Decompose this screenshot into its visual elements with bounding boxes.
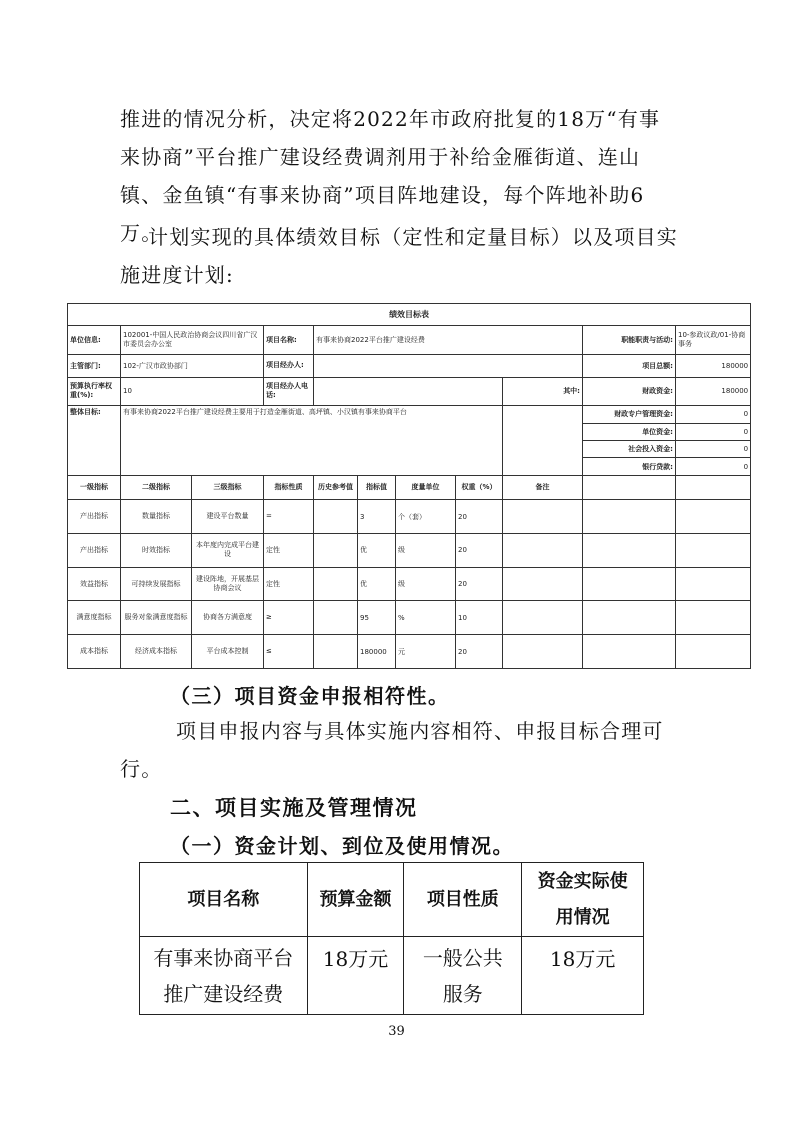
table-cell [503, 500, 583, 534]
table-cell: 协商各方满意度 [192, 601, 264, 635]
table-cell: 元 [396, 635, 456, 669]
empty-cell [676, 500, 751, 534]
table-cell: 10 [456, 601, 503, 635]
header-cell: 三级指标 [192, 475, 264, 500]
unit-fund-value: 0 [676, 423, 751, 440]
table-cell [314, 500, 358, 534]
total-label: 项目总额: [583, 355, 676, 377]
section-two-one-heading: （一）资金计划、到位及使用情况。 [170, 834, 514, 858]
table-cell [314, 635, 358, 669]
plan-paragraph [120, 218, 680, 294]
fiscal-value: 180000 [676, 377, 751, 406]
table-cell: 95 [358, 601, 396, 635]
empty-cell [676, 567, 751, 601]
table-cell: 级 [396, 567, 456, 601]
header-cell: 一级指标 [68, 475, 121, 500]
handler-value [314, 355, 583, 377]
table-cell: 时效指标 [121, 533, 192, 567]
table-cell: 建设平台数量 [192, 500, 264, 534]
handler-phone-label: 项目经办人电话: [264, 377, 314, 406]
table-cell: 个（套） [396, 500, 456, 534]
plan-paragraph-text: 计划实现的具体绩效目标（定性和定量目标）以及项目实施进度计划: [120, 225, 678, 287]
social-fund-label: 社会投入资金: [583, 440, 676, 457]
section-three-text: 项目申报内容与具体实施内容相符、申报目标合理可行。 [120, 719, 664, 781]
table-cell: % [396, 601, 456, 635]
table-cell: 经济成本指标 [121, 635, 192, 669]
unit-info-label: 单位信息: [68, 326, 121, 355]
duty-label: 职能职责与活动: [583, 326, 676, 355]
header-budget: 预算金额 [307, 863, 404, 937]
goals-title: 绩效目标表 [68, 304, 751, 326]
table-cell: 20 [456, 567, 503, 601]
header-cell: 指标性质 [264, 475, 314, 500]
table-cell: 可持续发展指标 [121, 567, 192, 601]
table-cell: 20 [456, 635, 503, 669]
handler-label: 项目经办人: [264, 355, 314, 377]
dept-value: 102-广汉市政协部门 [121, 355, 264, 377]
header-cell: 二级指标 [121, 475, 192, 500]
table-row [68, 567, 751, 601]
fiscal-label: 财政资金: [583, 377, 676, 406]
table-cell [503, 601, 583, 635]
total-value: 180000 [676, 355, 751, 377]
table-cell: 效益指标 [68, 567, 121, 601]
table-cell: 产出指标 [68, 500, 121, 534]
table-cell: 产出指标 [68, 533, 121, 567]
header-cell: 权重（%） [456, 475, 503, 500]
weight-value: 10 [121, 377, 264, 406]
unit-info-value: 102001-中国人民政治协商会议四川省广汉市委员会办公室 [121, 326, 264, 355]
duty-value: 10-参政议政/01-协商事务 [676, 326, 751, 355]
social-fund-value: 0 [676, 440, 751, 457]
table-cell: 优 [358, 533, 396, 567]
empty-cell [676, 601, 751, 635]
actual-use-cell: 18万元 [522, 937, 644, 1015]
header-cell: 指标值 [358, 475, 396, 500]
table-cell: = [264, 500, 314, 534]
project-name-value: 有事来协商2022平台推广建设经费 [314, 326, 583, 355]
table-cell [314, 567, 358, 601]
special-fund-label: 财政专户管理资金: [583, 406, 676, 423]
project-name-cell: 有事来协商平台推广建设经费 [140, 937, 308, 1015]
table-cell: 平台成本控制 [192, 635, 264, 669]
table-cell: 20 [456, 500, 503, 534]
table-cell: 本年度内完成平台建设 [192, 533, 264, 567]
loan-label: 银行贷款: [583, 458, 676, 475]
funding-table [139, 862, 644, 1015]
table-cell [314, 601, 358, 635]
table-cell: 成本指标 [68, 635, 121, 669]
empty-cell [583, 567, 676, 601]
empty-cell [583, 475, 676, 500]
weight-label: 预算执行率权重(%): [68, 377, 121, 406]
loan-value: 0 [676, 458, 751, 475]
page-number: 39 [388, 1024, 405, 1039]
empty-cell [583, 635, 676, 669]
empty-cell [583, 533, 676, 567]
table-cell: 20 [456, 533, 503, 567]
table-cell: ≥ [264, 601, 314, 635]
table-cell [503, 533, 583, 567]
funding-header-row [140, 863, 644, 937]
table-cell: ≤ [264, 635, 314, 669]
table-row [68, 533, 751, 567]
handler-phone-value [314, 377, 503, 406]
unit-fund-label: 单位资金: [583, 423, 676, 440]
header-project-name: 项目名称 [140, 863, 308, 937]
table-cell: 定性 [264, 567, 314, 601]
table-cell: 建设阵地，开展基层协商会议 [192, 567, 264, 601]
table-cell: 3 [358, 500, 396, 534]
section-two-heading: 二、项目实施及管理情况 [170, 795, 418, 820]
overall-value: 有事来协商2022平台推广建设经费主要用于打造金雁街道、高坪镇、小汉镇有事来协商平台 [121, 406, 503, 476]
table-cell: 180000 [358, 635, 396, 669]
table-cell [503, 567, 583, 601]
section-three-paragraph [120, 712, 680, 788]
dept-label: 主管部门: [68, 355, 121, 377]
nature-cell: 一般公共服务 [404, 937, 522, 1015]
empty-cell [583, 500, 676, 534]
table-cell [314, 533, 358, 567]
table-cell [503, 635, 583, 669]
intro-paragraph: 推进的情况分析，决定将2022年市政府批复的18万“有事来协商”平台推广建设经费调剂用于补给金雁街道、连山镇、金鱼镇“有事来协商”项目阵地建设，每个阵地补助6万。 [120, 107, 661, 245]
budget-cell: 18万元 [307, 937, 404, 1015]
table-cell: 级 [396, 533, 456, 567]
header-cell: 历史参考值 [314, 475, 358, 500]
indicator-header-row [68, 475, 751, 500]
empty-cell [676, 475, 751, 500]
table-row [68, 601, 751, 635]
table-cell: 数量指标 [121, 500, 192, 534]
empty-cell [583, 601, 676, 635]
overall-label: 整体目标: [68, 406, 121, 476]
section-three-heading: （三）项目资金申报相符性。 [170, 684, 450, 708]
table-row [68, 500, 751, 534]
table-row [68, 635, 751, 669]
table-cell: 满意度指标 [68, 601, 121, 635]
header-nature: 项目性质 [404, 863, 522, 937]
table-cell: 服务对象满意度指标 [121, 601, 192, 635]
performance-goals-table [67, 303, 750, 669]
table-cell: 优 [358, 567, 396, 601]
among-label: 其中: [503, 377, 583, 406]
funding-row [140, 937, 644, 1015]
header-actual-use: 资金实际使用情况 [522, 863, 644, 937]
header-cell: 度量单位 [396, 475, 456, 500]
project-name-label: 项目名称: [264, 326, 314, 355]
header-cell: 备注 [503, 475, 583, 500]
empty-cell [676, 533, 751, 567]
empty-cell [676, 635, 751, 669]
table-cell: 定性 [264, 533, 314, 567]
special-fund-value: 0 [676, 406, 751, 423]
